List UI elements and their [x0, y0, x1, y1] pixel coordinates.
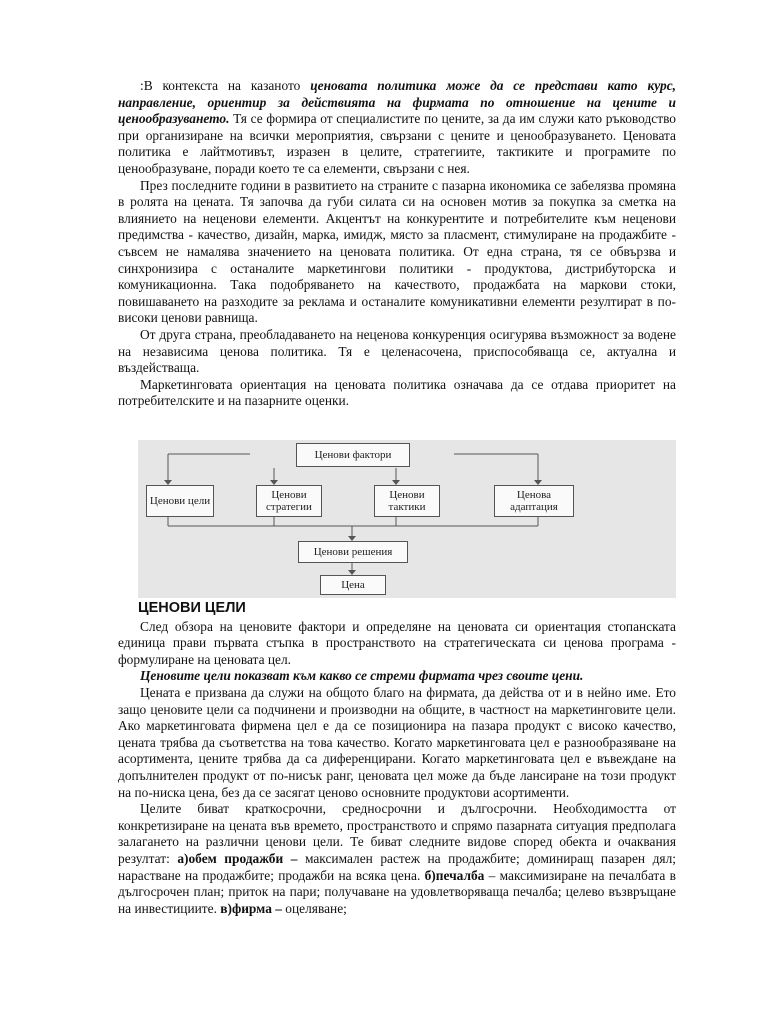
goal-firm: в)фирма –: [220, 900, 282, 916]
box-price: Цена: [320, 575, 386, 595]
goal-profit: б)печалба: [424, 867, 485, 883]
pricing-flow-diagram: [138, 440, 676, 598]
section-title: ЦЕНОВИ ЦЕЛИ: [138, 600, 246, 616]
paragraph-pricing-policy: [118, 78, 676, 178]
box-price-factors: Ценови фактори: [296, 443, 410, 467]
box-price-decisions: Ценови решения: [298, 541, 408, 563]
paragraph-goal-types: [118, 801, 676, 917]
intro-text-block: [118, 78, 676, 410]
box-price-goals: Ценови цели: [146, 485, 214, 517]
paragraph-lead: :В контекста на казаното: [140, 78, 311, 93]
paragraph-marketing-orientation: Маркетинговата ориентация на ценовата политика означава да се отдава приоритет на потребителските и на пазарните оценки.: [118, 376, 676, 409]
emphasized-definition: ценовата политика може да се представи като курс, направление, ориентир за действията на фирмата по отношение на цените и ценообразуването.: [118, 78, 676, 127]
goal-types-intro: Целите биват краткосрочни, средносрочни и дългосрочни. Необходимостта от конкретизиране на цената във времето, пространството и спрямо пазарната ситуация предполага залагането на различни ценови цели. Те биват следните видове според обекта и очаквания резултат:: [118, 801, 676, 866]
goal-sales-volume-details: максимален растеж на продажбите; доминиращ пазарен дял; нарастване на продажбите; продажби на всяка цена.: [118, 850, 676, 883]
paragraph-rest: Тя се формира от специалистите по цените, за да им служи като ръководство при организиране на всички мероприятия, свързани с цените и ценообразуването. Ценовата политика е лайтмотивът, изразен в целите, стратегиите, тактиките и програмите по ценообразуване, поради което те са елементи, свързани с нея.: [118, 111, 676, 176]
box-price-adaptation: Ценова адаптация: [494, 485, 574, 517]
paragraph-first-step: След обзора на ценовите фактори и определяне на ценовата си ориентация стопанската единица прави първата стъпка в пространството на стратегическата си ценова програма - формулиране на ценовата цел.: [118, 618, 676, 667]
paragraph-non-price-competition: От друга страна, преобладаването на неценова конкуренция осигурява възможност за водене на независима ценова политика. Тя е целенасочена, приспособяваща се, актуална и въздействаща.: [118, 326, 676, 376]
paragraph-price-serves-firm: Цената е призвана да служи на общото благо на фирмата, да действа от и в нейно име. Ето защо ценовите цели са подчинени и производни на общите, в частност на маркетинговите цели. Ако маркетинговата фирмена цел е да се позиционира на пазара продукт с високо качество, цената трябва да съответства на това качество. Когато маркетинговата цел е разнообразяване на асортимента, цените трябва да са диференцирани. Когато маркетинговата цел е въвеждане на допълнителен продукт от по-нисък ранг, ценовата цел може да бъде лансиране на този продукт на по-ниска цена, без да се засягат ценово основните продуктови асортименти.: [118, 684, 676, 800]
paragraph-goals-definition: Ценовите цели показват към какво се стреми фирмата чрез своите цени.: [140, 668, 584, 684]
goal-profit-details: – максимизиране на печалбата в дългосрочен план; приток на пари; получаване на удовлетворяваща печалба; целево възвръщане на инвестициите.: [118, 867, 676, 916]
price-goals-section: [118, 600, 676, 917]
paragraph-role-of-price: През последните години в развитието на страните с пазарна икономика се забелязва промяна в ролята на цената. Тя започва да губи силата си на основен мотив за покупка за сметка на влиянието на неценови елементи. Акцентът на конкурентите и потребителите към неценови предимства - качество, дизайн, марка, имидж, място за пласмент, стимулиране на продажбите - съвсем не намалява значението на ценовата политика. От една страна, тя се обвързва и синхронизира с останалите маркетингови политики - продуктова, дистрибуторска и комуникационна. Така подобряването на качеството, продажбата на маркови стоки, повишаването на разходите за реклама и останалите комуникативни елементи резултират в по-високи ценови равнища.: [118, 177, 676, 326]
goal-firm-details: оцеляване;: [281, 900, 347, 916]
box-price-tactics: Ценови тактики: [374, 485, 440, 517]
goal-sales-volume: а)обем продажби –: [177, 850, 298, 866]
box-price-strategies: Ценови стратегии: [256, 485, 322, 517]
